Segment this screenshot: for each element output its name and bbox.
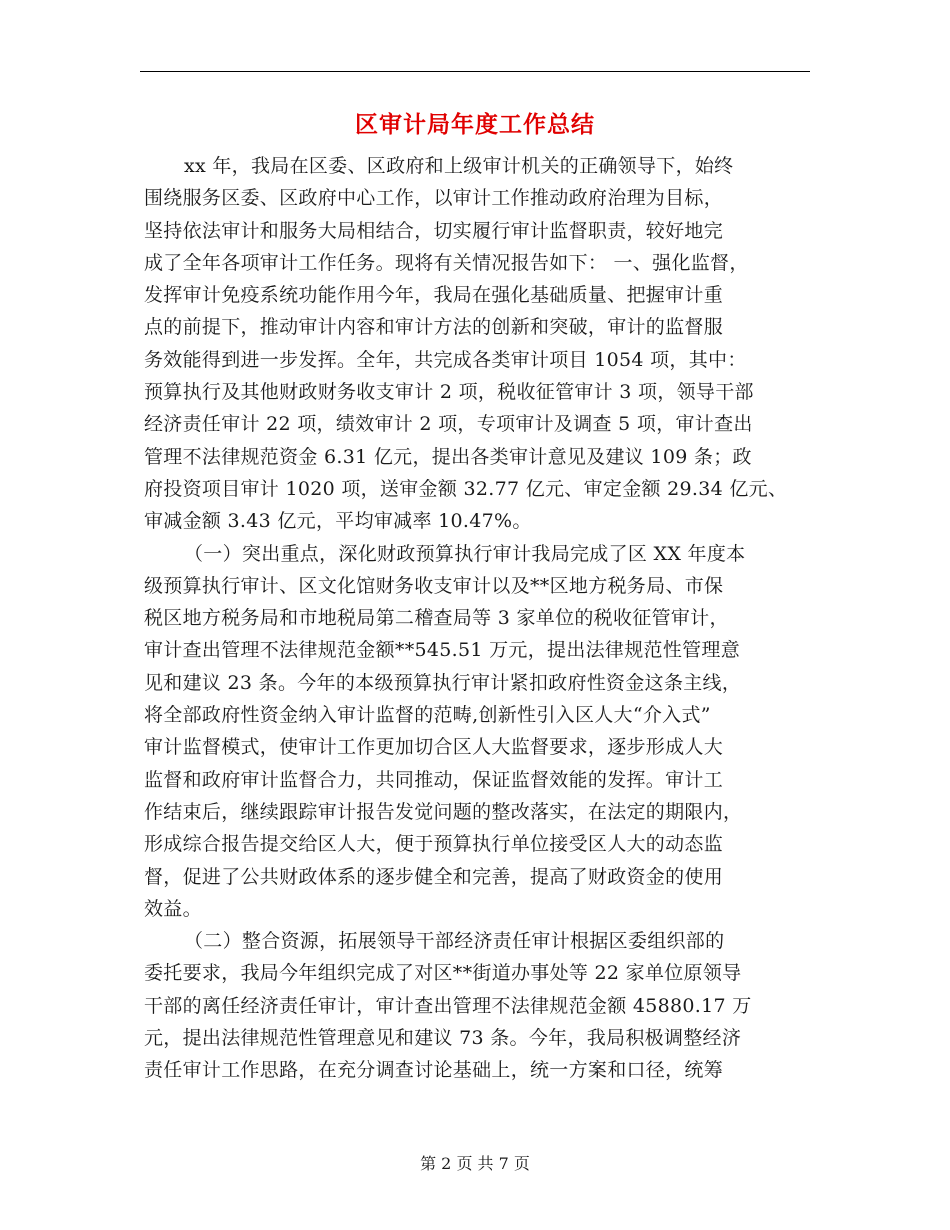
text-line: 形成综合报告提交给区人大，便于预算执行单位接受区人大的动态监 [144, 833, 724, 856]
text-line: 发挥审计免疫系统功能作用今年，我局在强化基础质量、把握审计重 [144, 284, 724, 307]
header-rule [140, 71, 810, 72]
text-line: （二）整合资源，拓展领导干部经济责任审计根据区委组织部的 [184, 930, 725, 953]
text-line: 审减金额 3.43 亿元，平均审减率 10.47%。 [144, 510, 532, 533]
document-body [144, 150, 812, 1087]
text-line: 务效能得到进一步发挥。全年，共完成各类审计项目 1054 项，其中： [144, 348, 747, 371]
text-line: 作结束后，继续跟踪审计报告发觉问题的整改落实，在法定的期限内， [144, 800, 743, 823]
text-line: 督，促进了公共财政体系的逐步健全和完善，提高了财政资金的使用 [144, 865, 724, 888]
text-line: 效益。 [144, 897, 202, 920]
document-title: 区审计局年度工作总结 [355, 111, 595, 138]
text-line: 成了全年各项审计工作任务。现将有关情况报告如下： 一、强化监督， [144, 251, 749, 274]
text-line: 元，提出法律规范性管理意见和建议 73 条。今年，我局积极调整经济 [144, 1027, 742, 1050]
text-line: 审计监督模式，使审计工作更加切合区人大监督要求，逐步形成人大 [144, 736, 724, 759]
text-line: 税区地方税务局和市地税局第二稽查局等 3 家单位的税收征管审计， [144, 607, 729, 630]
text-line: 责任审计工作思路，在充分调查讨论基础上，统一方案和口径，统筹 [144, 1059, 724, 1082]
text-line: 委托要求，我局今年组织完成了对区**街道办事处等 22 家单位原领导 [144, 962, 742, 985]
text-line: 经济责任审计 22 项，绩效审计 2 项，专项审计及调查 5 项，审计查出 [144, 413, 753, 436]
page-footer: 第 2 页 共 7 页 [420, 1154, 530, 1173]
text-line: 管理不法律规范资金 6.31 亿元，提出各类审计意见及建议 109 条；政 [144, 445, 752, 468]
text-line: 监督和政府审计监督合力，共同推动，保证监督效能的发挥。审计工 [144, 768, 724, 791]
text-line: 府投资项目审计 1020 项，送审金额 32.77 亿元、审定金额 29.34 亿元、 [144, 477, 788, 500]
text-line: 干部的离任经济责任审计，审计查出管理不法律规范金额 45880.17 万 [144, 994, 752, 1017]
text-line: 审计查出管理不法律规范金额**545.51 万元，提出法律规范性管理意 [144, 639, 741, 662]
text-line: 围绕服务区委、区政府中心工作，以审计工作推动政府治理为目标， [144, 187, 724, 210]
text-line: 点的前提下，推动审计内容和审计方法的创新和突破，审计的监督服 [144, 316, 724, 339]
text-line: 坚持依法审计和服务大局相结合，切实履行审计监督职责，较好地完 [144, 219, 724, 242]
text-line: （一）突出重点，深化财政预算执行审计我局完成了区 XX 年度本 [184, 542, 746, 565]
text-line: xx 年，我局在区委、区政府和上级审计机关的正确领导下，始终 [184, 155, 734, 177]
text-line: 级预算执行审计、区文化馆财务收支审计以及**区地方税务局、市保 [144, 574, 724, 597]
text-line: 将全部政府性资金纳入审计监督的范畴,创新性引入区人大“介入式” [144, 704, 711, 727]
text-line: 见和建议 23 条。今年的本级预算执行审计紧扣政府性资金这条主线， [144, 671, 742, 694]
text-line: 预算执行及其他财政财务收支审计 2 项，税收征管审计 3 项，领导干部 [144, 381, 754, 404]
